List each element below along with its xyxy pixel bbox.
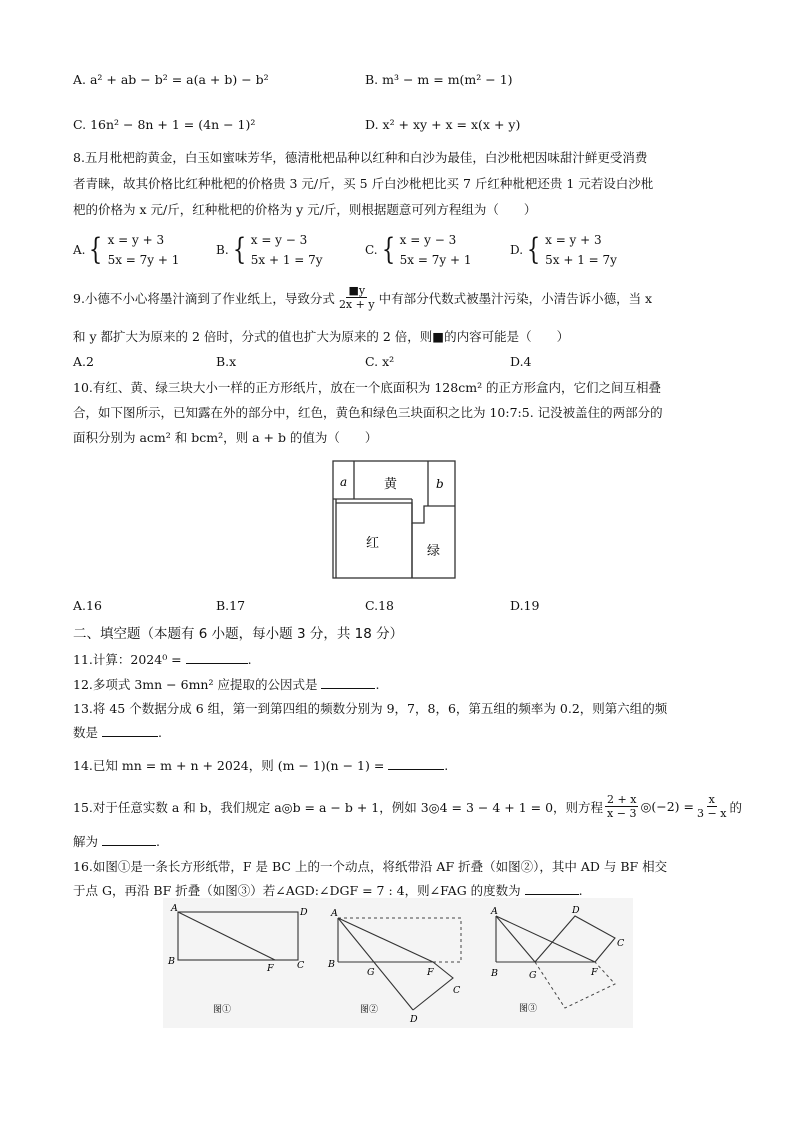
q9-text-line2: 和 y 都扩大为原来的 2 倍时，分式的值也扩大为原来的 2 倍，则■的内容可能是（ ）: [73, 329, 570, 344]
point-label: B: [168, 956, 175, 967]
label-yellow: 黄: [384, 477, 398, 492]
label-a: a: [340, 475, 348, 489]
point-label: B: [328, 959, 335, 970]
q16-figures: [163, 898, 633, 1028]
equation: x = y − 3: [250, 233, 308, 247]
green-square-edge: [412, 499, 455, 523]
q15-text: 解为: [73, 834, 99, 849]
q8-option-d: [510, 230, 617, 270]
fraction-denominator: 2x + y: [338, 298, 375, 311]
q15-text-line1: [73, 793, 742, 820]
q7-option-c: C. 16n² − 8n + 1 = (4n − 1)²: [73, 117, 256, 132]
text: 中有部分代数式被墨汁污染，小清告诉小德，当 x: [378, 290, 653, 306]
q14-text: 14.已知 mn = m + n + 2024，则 (m − 1)(n − 1) =: [73, 758, 385, 773]
point-label: D: [300, 907, 308, 918]
label-green: 绿: [427, 544, 441, 559]
answer-blank: [186, 663, 248, 664]
q16-text-line2: 于点 G，再沿 BF 折叠（如图③）若∠AGD:∠DGF = 7 : 4，则∠FAG 的度数为 .: [73, 883, 583, 898]
point-label: C: [453, 985, 461, 996]
point-label: A: [491, 906, 498, 917]
figure-caption: 图③: [519, 1004, 538, 1014]
fraction-numerator: ■y: [348, 284, 366, 297]
fraction-numerator: x: [708, 793, 715, 806]
q8-text-line2: 者青睐，故其价格比红种枇杷的价格贵 3 元/斤，买 5 斤白沙枇杷比买 7 斤红种枇杷还贵 1 元若设白沙枇: [73, 176, 654, 191]
q12: 12.多项式 3mn − 6mn² 应提取的公因式是 .: [73, 677, 380, 692]
text: ◎(−2) =: [640, 799, 695, 814]
answer-blank: [321, 688, 375, 689]
equation: x = y + 3: [107, 233, 165, 247]
q9-text-line1: [73, 284, 652, 311]
q11-text: 11.计算：2024⁰ =: [73, 652, 182, 667]
text: 的: [729, 799, 742, 815]
equation: 5x + 1 = 7y: [545, 253, 617, 267]
answer-blank: [102, 845, 156, 846]
q8-option-c: [365, 230, 472, 270]
brace-icon: {: [381, 232, 395, 267]
q10-option-c: C.18: [365, 598, 394, 613]
section-heading: 二、填空题（本题有 6 小题，每小题 3 分，共 18 分）: [73, 626, 404, 642]
q12-text: 12.多项式 3mn − 6mn² 应提取的公因式是: [73, 677, 318, 692]
point-label: G: [529, 970, 537, 981]
equation: 5x = 7y + 1: [107, 253, 180, 267]
q15-text-line2: 解为 .: [73, 834, 160, 849]
brace-icon: {: [526, 232, 541, 267]
q7-option-a: A. a² + ab − b² = a(a + b) − b²: [73, 72, 269, 87]
figure-caption: 图①: [213, 1005, 232, 1015]
q11: 11.计算：2024⁰ = .: [73, 652, 252, 667]
q13-text: 数是: [73, 725, 99, 740]
option-label: A.: [73, 243, 86, 257]
point-label: A: [331, 908, 338, 919]
fraction: [605, 793, 638, 820]
q8-option-a: [73, 230, 179, 270]
q7-option-d: D. x² + xy + x = x(x + y): [365, 117, 521, 132]
figure-caption: 图②: [360, 1005, 379, 1015]
equation: x = y − 3: [399, 233, 457, 247]
point-label: F: [267, 963, 274, 974]
point-label: G: [367, 967, 375, 978]
q13-text-line1: 13.将 45 个数据分成 6 组，第一到第四组的频数分别为 9，7，8，6，第五组的频率为 0.2，则第六组的频: [73, 701, 668, 716]
q9-option-b: B.x: [216, 354, 237, 369]
point-label: C: [297, 960, 305, 971]
point-label: F: [591, 967, 598, 978]
text: 15.对于任意实数 a 和 b，我们规定 a◎b = a − b + 1，例如 3◎4 = 3 − 4 + 1 = 0，则方程: [73, 799, 604, 815]
text: 9.小德不小心将墨汁滴到了作业纸上，导致分式: [73, 290, 335, 306]
q16-text: 于点 G，再沿 BF 折叠（如图③）若∠AGD:∠DGF = 7 : 4，则∠FAG 的度数为: [73, 883, 521, 898]
brace-icon: {: [232, 232, 246, 267]
equation: 5x = 7y + 1: [399, 253, 472, 267]
q14: 14.已知 mn = m + n + 2024，则 (m − 1)(n − 1) = .: [73, 758, 449, 773]
q8-text-line3: 杷的价格为 x 元/斤，红种枇杷的价格为 y 元/斤，则根据题意可列方程组为（ ）: [73, 202, 537, 217]
label-red: 红: [366, 536, 380, 551]
q7-option-b: B. m³ − m = m(m² − 1): [365, 72, 513, 87]
fraction-numerator: 2 + x: [607, 793, 637, 806]
q9-option-d: D.4: [510, 354, 532, 369]
label-b: b: [436, 477, 444, 491]
q10-text-line3: 面积分别为 acm² 和 bcm²，则 a + b 的值为（ ）: [73, 430, 378, 445]
fraction-denominator: 3 − x: [697, 807, 727, 820]
brace-icon: {: [89, 232, 103, 267]
q13-text-line2: 数是 .: [73, 725, 162, 740]
q10-option-a: A.16: [73, 598, 102, 613]
q16-text-line1: 16.如图①是一条长方形纸带，F 是 BC 上的一个动点，将纸带沿 AF 折叠（如图②），其中 AD 与 BF 相交: [73, 859, 668, 874]
answer-blank: [388, 769, 444, 770]
q8-text-line1: 8.五月枇杷韵黄金，白玉如蜜味芳华，德清枇杷品种以红种和白沙为最佳，白沙枇杷因味甜汁鲜更受消费: [73, 150, 648, 165]
q10-option-d: D.19: [510, 598, 540, 613]
point-label: A: [171, 903, 178, 914]
q9-option-c: C. x²: [365, 354, 395, 369]
point-label: D: [572, 905, 580, 916]
q9-option-a: A.2: [73, 354, 94, 369]
fraction: [339, 284, 375, 311]
answer-blank: [525, 894, 579, 895]
q10-option-b: B.17: [216, 598, 246, 613]
fraction: [697, 793, 726, 820]
option-label: D.: [510, 243, 524, 257]
answer-blank: [102, 736, 158, 737]
equation: 5x + 1 = 7y: [250, 253, 323, 267]
q10-squares-figure: [330, 458, 460, 582]
point-label: D: [410, 1014, 418, 1025]
point-label: B: [491, 968, 498, 979]
q10-text-line2: 合，如下图所示，已知露在外的部分中，红色，黄色和绿色三块面积之比为 10:7:5. 记没被盖住的两部分的: [73, 405, 663, 420]
fraction-denominator: x − 3: [607, 807, 637, 820]
point-label: F: [427, 967, 434, 978]
point-label: C: [617, 938, 625, 949]
q8-option-b: [216, 230, 323, 270]
q10-text-line1: 10.有红、黄、绿三块大小一样的正方形纸片，放在一个底面积为 128cm² 的正方形盒内，它们之间互相叠: [73, 380, 662, 395]
option-label: B.: [216, 243, 229, 257]
equation: x = y + 3: [545, 233, 602, 247]
option-label: C.: [365, 243, 378, 257]
